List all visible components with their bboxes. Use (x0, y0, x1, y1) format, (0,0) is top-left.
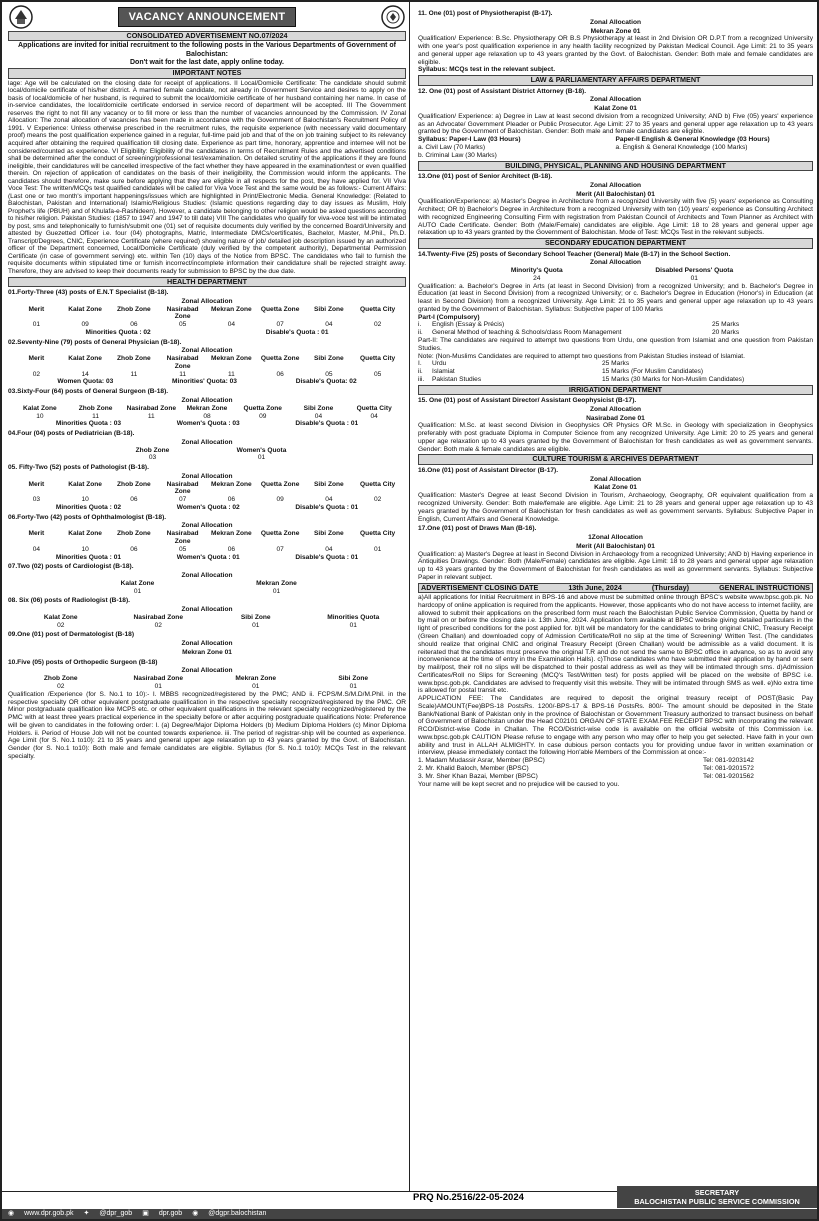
zonal-allocation-label: Zonal Allocation (181, 347, 233, 355)
text-cell: Minorities Quota : 02 (55, 503, 122, 511)
text-cell: Quetta Zone (260, 530, 300, 538)
twitter-icon: ✦ (83, 1209, 90, 1217)
text-cell: Merit (28, 530, 45, 538)
text-cell: Quetta Zone (260, 355, 300, 363)
syllabus-marks-a (418, 144, 813, 152)
text-cell: Quetta Zone (260, 305, 300, 313)
zonal-allocation-label: Zonal Allocation (589, 96, 642, 104)
text-cell: Sibi Zone (314, 355, 344, 363)
closing-date-bar (418, 583, 813, 593)
post-title: 05. Fifty-Two (52) posts of Pathologist (B-18). (8, 464, 149, 472)
social-links (2, 1209, 817, 1219)
zonal-allocation-label: Zonal Allocation (181, 640, 233, 648)
text-cell: Nasirabad Zone (126, 404, 177, 412)
post-title: 11. One (01) post of Physiotherapist (B-17). (418, 10, 553, 17)
qualification-text: Qualification/ Experience: a) Degree in Law at least second division from a recognized University; AND b) Five (05) years' experience as an Advocate/ Government Pleader or Public Prosecutor. Age Limit: 27 to 35 years and general upper age relaxation up to 43 years granted by the Government of Balochistan. Gender: Both male and female candidates are eligible. (418, 112, 813, 136)
facebook-icon: ◉ (192, 1209, 199, 1217)
text-cell: Mekran Zone (211, 530, 252, 538)
text-cell: General Method of teaching & Schools/class Room Management (432, 329, 622, 337)
text-cell: 01 (373, 545, 382, 553)
closing-label: ADVERTISEMENT CLOSING DATE (421, 582, 539, 592)
text-cell: Minority's Quota (510, 267, 563, 275)
post-title: 03.Sixty-Four (64) posts of General Surgeon (B-18). (8, 388, 169, 396)
text-cell: a. Civil Law (70 Marks) (418, 143, 486, 151)
text-cell: 06 (227, 496, 236, 504)
post-title: 17.One (01) post of Draws Man (B-16). (418, 525, 537, 533)
text-cell: Zhob Zone (117, 480, 151, 488)
text-cell: 04 (32, 545, 41, 553)
zone-headers (8, 405, 406, 413)
post-pediatrician (8, 430, 406, 462)
text-cell: 04 (370, 412, 378, 420)
text-cell: Quetta City (360, 305, 396, 313)
zone-line: Mekran Zone 01 (590, 27, 641, 35)
text-cell: Paper-II English & General Knowledge (03 Hours) (615, 136, 770, 144)
text-cell: 01 (349, 621, 357, 629)
zonal-allocation-label: Zonal Allocation (589, 405, 642, 413)
text-cell: 09 (276, 496, 284, 504)
post-title: 16.One (01) post of Assistant Director (B-17). (418, 466, 559, 474)
text-cell: 06 (130, 321, 138, 329)
zonal-allocation-label: Zonal Allocation (181, 297, 233, 305)
text-cell: 01 (272, 587, 281, 595)
instagram-link[interactable]: dpr.gob (158, 1209, 183, 1217)
post-title: 01.Forty-Three (43) posts of E.N.T Specialist (B-18). (8, 289, 169, 297)
text-cell: Quetta Zone (243, 404, 282, 412)
zonal-allocation-label: Zonal Allocation (589, 18, 642, 26)
post-title: 13.One (01) post of Senior Architect (B-18). (418, 172, 553, 180)
zonal-allocation-label: Zonal Allocation (181, 606, 233, 614)
text-cell: 10 (81, 496, 89, 504)
zone-headers (8, 530, 406, 546)
post-orthopedic (8, 659, 406, 691)
text-cell: Urdu (432, 360, 447, 368)
zone-headers (8, 675, 406, 683)
text-cell: Disable's Quota: 02 (295, 378, 357, 386)
irrigation-dept-title: IRRIGATION DEPARTMENT (418, 385, 813, 395)
text-cell: Sibi Zone (303, 404, 334, 412)
post-cardiologist (8, 563, 406, 595)
facebook-link[interactable]: @dgpr.balochistan (208, 1209, 267, 1217)
text-cell: 10 (36, 412, 44, 420)
post-title: 09.One (01) post of Dermatologist (B-18) (8, 631, 135, 639)
zone-line: Merit (All Balochistan) 01 (576, 542, 655, 550)
culture-dept-title: CULTURE TOURISM & ARCHIVES DEPARTMENT (418, 454, 813, 464)
zone-values (8, 454, 406, 462)
secretary-label: SECRETARY (694, 1187, 740, 1197)
quota-line (8, 378, 406, 386)
left-column (5, 2, 410, 1191)
post-title: 06.Forty-Two (42) posts of Ophthalmologist (B-18). (8, 513, 167, 521)
text-cell: 01 (133, 587, 142, 595)
text-cell: 03 (148, 454, 157, 462)
post-title: 08. Six (06) posts of Radiologist (B-18). (8, 597, 131, 605)
text-cell: Zhob Zone (78, 404, 113, 412)
zonal-allocation-label: Zonal Allocation (589, 259, 642, 267)
quota-line (8, 329, 406, 337)
qualification-text: Qualification: a. Bachelor's Degree in Arts (at least in Second Division) from a recognized University; and b. Bachelor's Degree in Education (at least in Second Division) from a recognized University; or c. Bachelor's Degree in Education (Honor's) in Education (at least in Second Division) from a recognized University. Age Limit: 21 to 35 years and general upper age relaxation up to 43 years granted by the Government of Balochistan. Syllabus: Subjective paper of 100 Marks (418, 282, 813, 313)
text-cell: Quetta Zone (260, 480, 300, 488)
post-title: 02.Seventy-Nine (79) posts of General Physician (B-18). (8, 338, 182, 346)
text-cell: Tel: 081-9201572 (703, 764, 754, 772)
text-cell: 10 (81, 545, 89, 553)
zonal-allocation-label: Zonal Allocation (181, 667, 233, 675)
globe-icon: ◉ (8, 1209, 15, 1217)
zone-headers (8, 481, 406, 497)
text-cell: Disabled Persons' Quota (655, 267, 734, 275)
text-cell: Nasirabad Zone (133, 613, 183, 621)
text-cell: 05 (325, 370, 333, 378)
text-cell: Zhob Zone (117, 305, 151, 313)
post-general-physician (8, 339, 406, 387)
text-cell: Merit (28, 480, 45, 488)
text-cell: English (Essay & Précis) (432, 321, 505, 329)
syllabus-papers (418, 136, 813, 144)
text-cell: Disable's Quota : 01 (295, 553, 359, 561)
important-notes: lage: Age will be calculated on the closing date for receipt of applications. II Local/Domicile Certificate: The candidate should submit local/domicile certificate of his/her district. A married female candidate, not already in Government Service and desires to apply on the basis of local/domicile of her husband, is required to submit the local/domicile certificate of her husband containing her name. In case of in-service candidates, the local/domicile certificate endorsed in service record of department will be accepted. III The Government reserves the right to not fill any vacancy or to fill more or less than the number of vacancies announced by the Commission. IV Zonal Allocation: The zonal allocation of vacancies has been made in accordance with the Government of Balochistan's Recruitment Policy of 1991. V Experience: Unless otherwise prescribed in the recruitment rules, the requisite experience (with necessary valid documentary proof) means the post qualification experience gained in a regular, full-time paid job and that of the on job training subject to its relevancy acquired after obtaining the required qualification till closing date. Experience as part time, honorary, apprentice and internee will not be considered/counted as experience. VI Eligibility: Eligibility of the candidates in terms of Recruitment Rules and the advertised conditions shall be determined after the conduct of screening/professional test/examination. On detailed scrutiny of the applications if they are found ineligible, their candidatures will be cancelled irrespective of the fact whether they have appeared in the examination/test or even qualified therein. On rejection of application of candidates on the basis of their ineligibility, the Commission would inform the applicants. The candidates should therefore, make sure before applying that they are eligible in all respects for the post, they have applied for. VII Viva Voce Test: The written/MCQs test qualified candidates will be called for Viva Voce Test and the same would be as follows:- Current Affairs: (Last one or two month's important happenings/issues which are highlighted in Print/Electronic Media. General Knowledge: (Related to Balochistan, Pakistan and International) Islamic/Religious Studies: (Islamic questions regarding day to day issues as Muslim, Holy Prophet's life (PBUH) and of Khulafa-e-Rashideen). However, a candidate belonging to other religion would be asked questions according to his/her religion. Pakistan Studies: (1857 to 1947 and 1947 to till date) VIII The candidates who qualify for viva-voce test will be intimated by post, sms and telephonically to furnish/submit one (01) set of requisite documents duly verified by the concerned Board/University and attested by Guezetted Officer i.e. four (04) photographs, Matric, Intermediate DMCs/certificates, Bachelor, Master, M.Phil., Ph.D. Transcript/Degrees, CNIC, Experience Certificate (where required) showing nature of job/ detailed job description issued by an authorized officer of the Department concerned, Local/Domicile Certificate (duly verified by the competent authority), Departmental Permission Certificate (in case of government serving) etc. within Ten (10) days of the Notice from BPSC. The candidates who fail to furnish the requisite documents within stipulated time or furnish incorrect/incomplete information their candidature shall be rejected straight away. Therefore, they are advised to keep their documents ready for submission to BPSC by the due date. (8, 79, 406, 275)
zone-headers (8, 306, 406, 322)
text-cell: Women's Quota : 03 (176, 420, 240, 428)
text-cell: Mekran Zone (211, 355, 252, 363)
text-cell: Sibi Zone (314, 530, 344, 538)
text-cell: Quetta City (360, 355, 396, 363)
text-cell: 07 (178, 496, 187, 504)
qualification-text: Qualification/Experience: a) Master's Degree in Architecture from a recognized University with five (5) years' experience as Consulting Architect; OR b) Bachelor's Degree in Architecture from a recognized University with ten (10) years' experience as Consulting Architect with recognized Engineering Consulting Firm with registration from Pakistan Council of Architects and Town Planner as Architect with AUTO Cade Certificate. Gender: Both (Male/Female) candidates are eligible. Age Limit: 18 to 28 years and general upper age relaxation up to 43 years granted by the Government of Balochistan. Mode of Test: MCQs Test in the relevant subjects. (418, 198, 813, 237)
text-cell: 3. Mr. Sher Khan Bazai, Member (BPSC) (418, 772, 538, 780)
text-cell: 01 (252, 621, 260, 629)
text-cell: Mekran Zone (211, 480, 252, 488)
text-cell: Minorities Quota (327, 613, 380, 621)
general-instructions-text: a)All applications for Initial Recruitment in BPS-16 and above must be submitted online through BPSC's website www.bpsc.gob.pk. No hardcopy of online application is required from the applicants. However, those applicants who do not have access to internet facility, are allowed to submit their applications on the prescribed form must reach the Balochistan Public Service Commission, Quetta by hand or by mail on or before the closing date i.e. 13th June, 2024. Application form available at BPSC website giving detailed particulars in the light of prescribed conditions for the post applied for. b)It will be mandatory for the candidates to bring original CNIC, Treasury Receipt (Green Challan) and downloaded copy of Admission Certificate/Roll no slip at the time of Screening/ Written Test. (The candidates should realize that original CNIC and original Treasury Receipt (Green Challan) would be admissible as a valid document. It is reiterated that the candidates must preserve the original T.R and do not send the same to BPSC office in advance, so as to avoid any inconvenience at the time of entry in the Examination Halls). c)Those candidates who have submitted their application by hand or sent by mail/post, their roll no slips will be dispatched to their postal address as well as they will be intimated through sms. d)Admission Certificates/Roll no Slips for Screening (MCQ's Test/Written test) for posts applied will be placed on the website of BPSC i.e. www.bpsc.gob.pk. Candidates are advised to frequently visit this website. They will be intimated through SMS as well. e)No extra time is allowed for postal transit etc. (418, 594, 813, 695)
text-cell: 09 (259, 412, 267, 420)
header (8, 4, 406, 30)
text-cell: 02 (373, 496, 382, 504)
zone-headers (8, 447, 406, 455)
qualification-text: Qualification/ Experience: B.Sc. Physiotherapy OR B.S Physiotherapy at least in 2nd Division OR D.P.T from a recognized University with one year's post qualification experience in any health facility recognized by Pakistan Medical Council. Age Limit: 21 to 35 years and general upper age relaxation up to 43 years granted by the Govt. of Balochistan. Gender: Both male and female candidates are eligible. (418, 35, 813, 66)
zone-values (8, 588, 406, 596)
text-cell: 15 Marks (30 Marks for Non-Muslim Candidates) (602, 375, 745, 383)
text-cell: 06 (276, 370, 284, 378)
secrecy-note: Your name will be kept secret and no prejudice will be caused to you. (418, 780, 620, 788)
right-column (414, 2, 817, 1191)
text-cell: Zhob Zone (135, 446, 170, 454)
text-cell: Nasirabad Zone (166, 480, 199, 496)
text-cell: 08 (203, 412, 211, 420)
education-dept-title: SECONDARY EDUCATION DEPARTMENT (418, 238, 813, 248)
gov-balochistan-emblem-icon (8, 4, 34, 30)
quota-values (418, 275, 813, 283)
qualification-text: Qualification: M.Sc. at least second Division in Geophysics OR Physics OR M.Sc. in Geology with specialization in Geophysics preferably with post graduate Diploma in Computer Science from any recognized University. Age Limit: 20 to 25 years and general upper age relaxation up to 43 years granted by the Government of Balochistan for fresh candidates as well as government servants. Gender: Both male & female candidates are eligible. (418, 422, 813, 453)
text-cell: 11 (130, 370, 138, 378)
text-cell: 04 (325, 321, 333, 329)
zonal-allocation-label: Zonal Allocation (181, 472, 233, 480)
post-ent (8, 289, 406, 337)
text-cell: 01 (690, 274, 698, 282)
zonal-allocation-label: Zonal Allocation (589, 181, 642, 189)
text-cell: Sibi Zone (338, 675, 369, 683)
text-cell: 02 (57, 683, 65, 690)
text-cell: Nasirabad Zone (166, 305, 199, 321)
post-physiotherapist (418, 10, 813, 74)
law-dept-title: LAW & PARLIAMENTARY AFFAIRS DEPARTMENT (418, 75, 813, 85)
text-cell: a. English & General Knowledge (100 Marks) (615, 143, 748, 151)
text-cell: 06 (130, 496, 138, 504)
text-cell: 01 (349, 683, 357, 690)
text-cell: Minorities Quota : 01 (55, 553, 122, 561)
post-title: 04.Four (04) posts of Pediatrician (B-18). (8, 430, 135, 438)
building-dept-title: BUILDING, PHYSICAL, PLANNING AND HOUSING DEPARTMENT (418, 161, 813, 171)
text-cell: Kalat Zone (68, 355, 102, 363)
post-title: 14.Twenty-Five (25) posts of Secondary School Teacher (General) Male (B-17) in the School Section. (418, 250, 731, 258)
commission-name: BALOCHISTAN PUBLIC SERVICE COMMISSION (634, 1196, 800, 1206)
text-cell: 2. Mr. Khalid Baloch, Member (BPSC) (418, 764, 529, 772)
general-instructions-label: GENERAL INSTRUCTIONS (719, 582, 810, 592)
zonal-allocation-label: Zonal Allocation (181, 438, 233, 446)
text-cell: Quetta City (360, 480, 396, 488)
zone-headers (8, 355, 406, 371)
text-cell: Minorities' Quota: 03 (172, 378, 237, 386)
text-cell: 20 Marks (712, 329, 740, 337)
text-cell: Mekran Zone (211, 305, 252, 313)
closing-day: (Thursday) (651, 582, 690, 592)
text-cell: 02 (154, 621, 162, 629)
text-cell: 01 (32, 321, 41, 329)
text-cell: 04 (227, 321, 236, 329)
text-cell: 02 (57, 621, 65, 629)
zonal-allocation-label: Zonal Allocation (589, 475, 642, 483)
text-cell: 11 (227, 370, 235, 378)
text-cell: Kalat Zone (68, 305, 102, 313)
zone-values (8, 546, 406, 554)
zonal-allocation-label: Zonal Allocation (181, 396, 233, 404)
twitter-link[interactable]: @dpr_gob (99, 1209, 133, 1217)
member-row (418, 765, 813, 773)
text-cell: Women's Quota : 01 (176, 553, 240, 561)
text-cell: 1. Madam Mudassir Asrar, Member (BPSC) (418, 757, 545, 765)
dont-wait-text: Don't wait for the last date, apply online today. (130, 58, 284, 66)
text-cell: 04 (325, 496, 333, 504)
intro-text: Applications are invited for initial recruitment to the following posts in the Various Departments of Government of Balochistan: (17, 42, 397, 58)
zonal-allocation-label: 1Zonal Allocation (588, 534, 643, 542)
website-link[interactable]: www.dpr.gob.pk (24, 1209, 74, 1217)
text-cell: Kalat Zone (68, 480, 102, 488)
text-cell: 07 (276, 545, 284, 553)
advert-number: CONSOLIDATED ADVERTISEMENT NO.07/2024 (8, 31, 406, 41)
text-cell: Mekran Zone (235, 675, 277, 683)
text-cell: Merit (28, 355, 45, 363)
text-cell: Women's Quota (236, 446, 287, 454)
text-cell: Merit (28, 305, 45, 313)
text-cell: 25 Marks (712, 321, 740, 329)
post-title: 10.Five (05) posts of Orthopedic Surgeon (B-18) (8, 658, 158, 666)
text-cell: Sibi Zone (314, 480, 344, 488)
quota-line (8, 504, 406, 512)
syllabus-text: Syllabus: MCQs test in the relevant subject. (418, 66, 556, 74)
text-cell: Quetta City (360, 530, 396, 538)
text-cell: 06 (227, 545, 236, 553)
text-cell: Nasirabad Zone (133, 675, 183, 683)
vacancy-title: VACANCY ANNOUNCEMENT (118, 7, 297, 28)
text-cell: 03 (32, 496, 41, 504)
zone-values (8, 413, 406, 421)
text-cell: Nasirabad Zone (166, 530, 199, 545)
text-cell: Tel: 081-9201562 (703, 772, 754, 780)
text-cell: 11 (147, 412, 155, 420)
health-qualification: Qualification /Experience (for S. No.1 to 10):- I. MBBS recognized/registered by the PMC; AND ii. FCPS/M.S/M.D/M.Phil. in the respective specialty OR other equivalent postgraduate qualification in the respective specialty recognized/registered by the PMC. OR Minor postgraduate qualification like MCPS etc. or other equivalent qualifications in the relevant specialty recognized/registered by the PMC with at least three years practical experience in the specialty before or after acquiring postgraduate qualifications Note: Preference will be given to candidates in the following order: I. (a) Degree/Major Diploma Holders (b) Medium Diploma Holders (c) Minor Diploma Holders. ii. Period of House Job will not be counted towards experience. iii. The period of registrar-ship will be counted as experience. Age Limit (for S. No.1 to10): 21 to 35 years and general upper age relaxation up to 43 years granted by the Govt. of Balochistan. Gender (for S. No.1 to10): Both male and female candidates are eligible. Syllabus (for S. No.1 to10): MCQs Test in the relevant specialty. (8, 690, 406, 760)
zonal-allocation-label: Zonal Allocation (181, 572, 233, 580)
text-cell: 06 (130, 545, 138, 553)
member-row (418, 773, 813, 781)
text-cell: 09 (81, 321, 89, 329)
post-title: 15. One (01) post of Assistant Director/ Assistant Geophysicist (B-17). (418, 397, 637, 405)
part-two-text: Part-II: The candidates are required to attempt two questions from Urdu, one question from Islamiat and one question from Pakistan Studies. (418, 337, 813, 352)
post-pathologist (8, 464, 406, 512)
quota-line (8, 554, 406, 562)
text-cell: 25 Marks (602, 360, 630, 368)
note-text: Note: (Non-Muslims Candidates are required to attempt two questions from Pakistan Studies instead of Islamiat. (418, 352, 745, 360)
application-fee-text: APPLICATION FEE: The Candidates are required to deposit the original treasury receipt of POST(Basic Pay Scale)AMOUNT(Fee)BPS-18 PostsRs. 1200/-BPS-17 & BPS-16 PostsRs. 800/- The amount should be deposited in the State Bank/National Bank of Pakistan only in the province of Balochistan or Government Treasury authorized to transact business on behalf of Government of Balochistan under the Head C02101 ORGAN OF STATE EXAM.FEE RECEIPT BPSC with incorporating the relevant RCO/District-wise Code in Challan. The RCO/District-wise code is available on the official website of this Commission i.e. www.bpsc.gob.pk CAUTION Please refuse to engage with any person who may offer to help you get selected. Have faith in your own ability and trust in ALLAH ALMIGHTY. In case dubious person contacts you for providing undue favor in written examination or interview, please immediately contact the following Hon'able Members of the Commission at once:- (418, 695, 813, 757)
text-cell: Tel: 081-9203142 (703, 757, 754, 765)
post-title: 07.Two (02) posts of Cardiologist (B-18). (8, 563, 134, 571)
text-cell: Kalat Zone (43, 613, 78, 621)
zone-values (8, 683, 406, 691)
zone-values (8, 321, 406, 329)
post-radiologist (8, 597, 406, 629)
zone-headers (8, 580, 406, 588)
text-cell: 11 (92, 412, 99, 420)
text-cell: 04 (325, 545, 333, 553)
secretary-box (617, 1186, 817, 1208)
notes-title: IMPORTANT NOTES (8, 68, 406, 78)
health-dept-title: HEALTH DEPARTMENT (8, 277, 406, 287)
zone-line: Mekran Zone 01 (182, 648, 232, 656)
quota-line (8, 420, 406, 428)
instagram-icon: ▣ (142, 1209, 149, 1217)
bpsc-seal-icon (380, 4, 406, 30)
zone-line: Kalat Zone 01 (594, 105, 637, 113)
qualification-text: Qualification: Master's Degree at least Second Division in Tourism, Archaeology, Geography, OR equivalent qualification from a recognized University. Gender: Both male/female are eligible. Age Limit: 21 to 28 years and general upper age relaxation up to 43 years granted by the Government of Balochistan for fresh candidates as well as government servants. Syllabus: Subjective Paper in English, Current Affairs and General Knowledge. (418, 492, 813, 523)
text-cell: Disable's Quota : 01 (295, 503, 359, 511)
text-cell: 04 (314, 412, 323, 420)
text-cell: 05 (178, 545, 187, 553)
part-one-label: Part-I (Compulsory) (418, 313, 480, 321)
zone-values (8, 371, 406, 379)
text-cell: Women Quota: 03 (57, 378, 114, 386)
text-cell: Zhob Zone (117, 530, 151, 538)
text-cell: Sibi Zone (240, 613, 271, 621)
text-cell: Mekran Zone (186, 404, 228, 412)
text-cell: 24 (533, 274, 541, 282)
text-cell: 02 (32, 370, 41, 378)
text-cell: Sibi Zone (314, 305, 344, 313)
member-row (418, 757, 813, 765)
footer (2, 1187, 817, 1219)
text-cell: 07 (276, 321, 284, 329)
zone-line: Kalat Zone 01 (594, 484, 637, 492)
zone-line: Merit (All Balochistan) 01 (576, 190, 655, 198)
text-cell: Syllabus: Paper-I Law (03 Hours) (418, 136, 521, 144)
syllabus-marks-b: b. Criminal Law (30 Marks) (418, 151, 497, 159)
text-cell: 01 (154, 683, 162, 690)
text-cell: Disable's Quota : 01 (295, 420, 359, 428)
qualification-text: Qualification: a) Master's Degree at least in Second Division in Archaeology from a recognized University; AND b) Having experience in Antiquities Drawings. Gender: Both (Male/Female) candidates are eligible. Age Limit: 18 to 28 years and general upper age relaxation up to 43 years granted by the Government of Balochistan for fresh candidates as well as government servants. Syllabus: Subjective Paper in relevant subject. (418, 550, 813, 581)
text-cell: Kalat Zone (68, 530, 102, 538)
text-cell: Quetta City (356, 404, 392, 412)
part-two-list: I. Urdu 25 Marks ii. Islamiat 15 Marks (For Muslim Candidates) iii. Pakistan Studies 15 Marks (30 Marks for Non-Muslim Candidates) (418, 360, 745, 383)
zone-values (8, 496, 406, 504)
closing-date: 13th June, 2024 (568, 582, 622, 592)
text-cell: Islamiat (432, 368, 455, 376)
quota-headers (418, 267, 813, 275)
text-cell: 05 (373, 370, 382, 378)
text-cell: 14 (81, 370, 89, 378)
text-cell: Kalat Zone (23, 404, 57, 412)
zone-line: Nasirabad Zone 01 (586, 414, 645, 422)
prq-number: PRQ No.2516/22-05-2024 (413, 1192, 524, 1203)
text-cell: Women's Quota : 02 (176, 503, 240, 511)
text-cell: 01 (257, 454, 266, 462)
text-cell: Zhob Zone (117, 355, 151, 363)
text-cell: Kalat Zone (120, 579, 155, 587)
text-cell: Disable's Quota : 01 (265, 328, 329, 336)
zonal-allocation-label: Zonal Allocation (181, 522, 233, 530)
text-cell: 02 (373, 321, 382, 329)
part-one-list: i. English (Essay & Précis) 25 Marks ii. General Method of teaching & Schools/class Room Management 20 Marks (418, 321, 740, 337)
post-general-surgeon (8, 388, 406, 428)
post-dermatologist (8, 631, 406, 656)
text-cell: 05 (178, 321, 187, 329)
text-cell: Nasirabad Zone (166, 355, 199, 370)
text-cell: Minorities Quota : 02 (85, 328, 151, 336)
zone-values (8, 622, 406, 630)
text-cell: Minorities Quota : 03 (55, 420, 122, 428)
text-cell: Zhob Zone (43, 675, 78, 683)
text-cell: 01 (252, 683, 260, 690)
post-ophthalmologist (8, 514, 406, 562)
zone-headers (8, 614, 406, 622)
text-cell: 11 (179, 370, 187, 378)
text-cell: Mekran Zone (256, 579, 297, 587)
text-cell: 15 Marks (For Muslim Candidates) (602, 368, 704, 376)
post-title: 12. One (01) post of Assistant District Attorney (B-18). (418, 87, 587, 95)
text-cell: Pakistan Studies (432, 375, 482, 383)
